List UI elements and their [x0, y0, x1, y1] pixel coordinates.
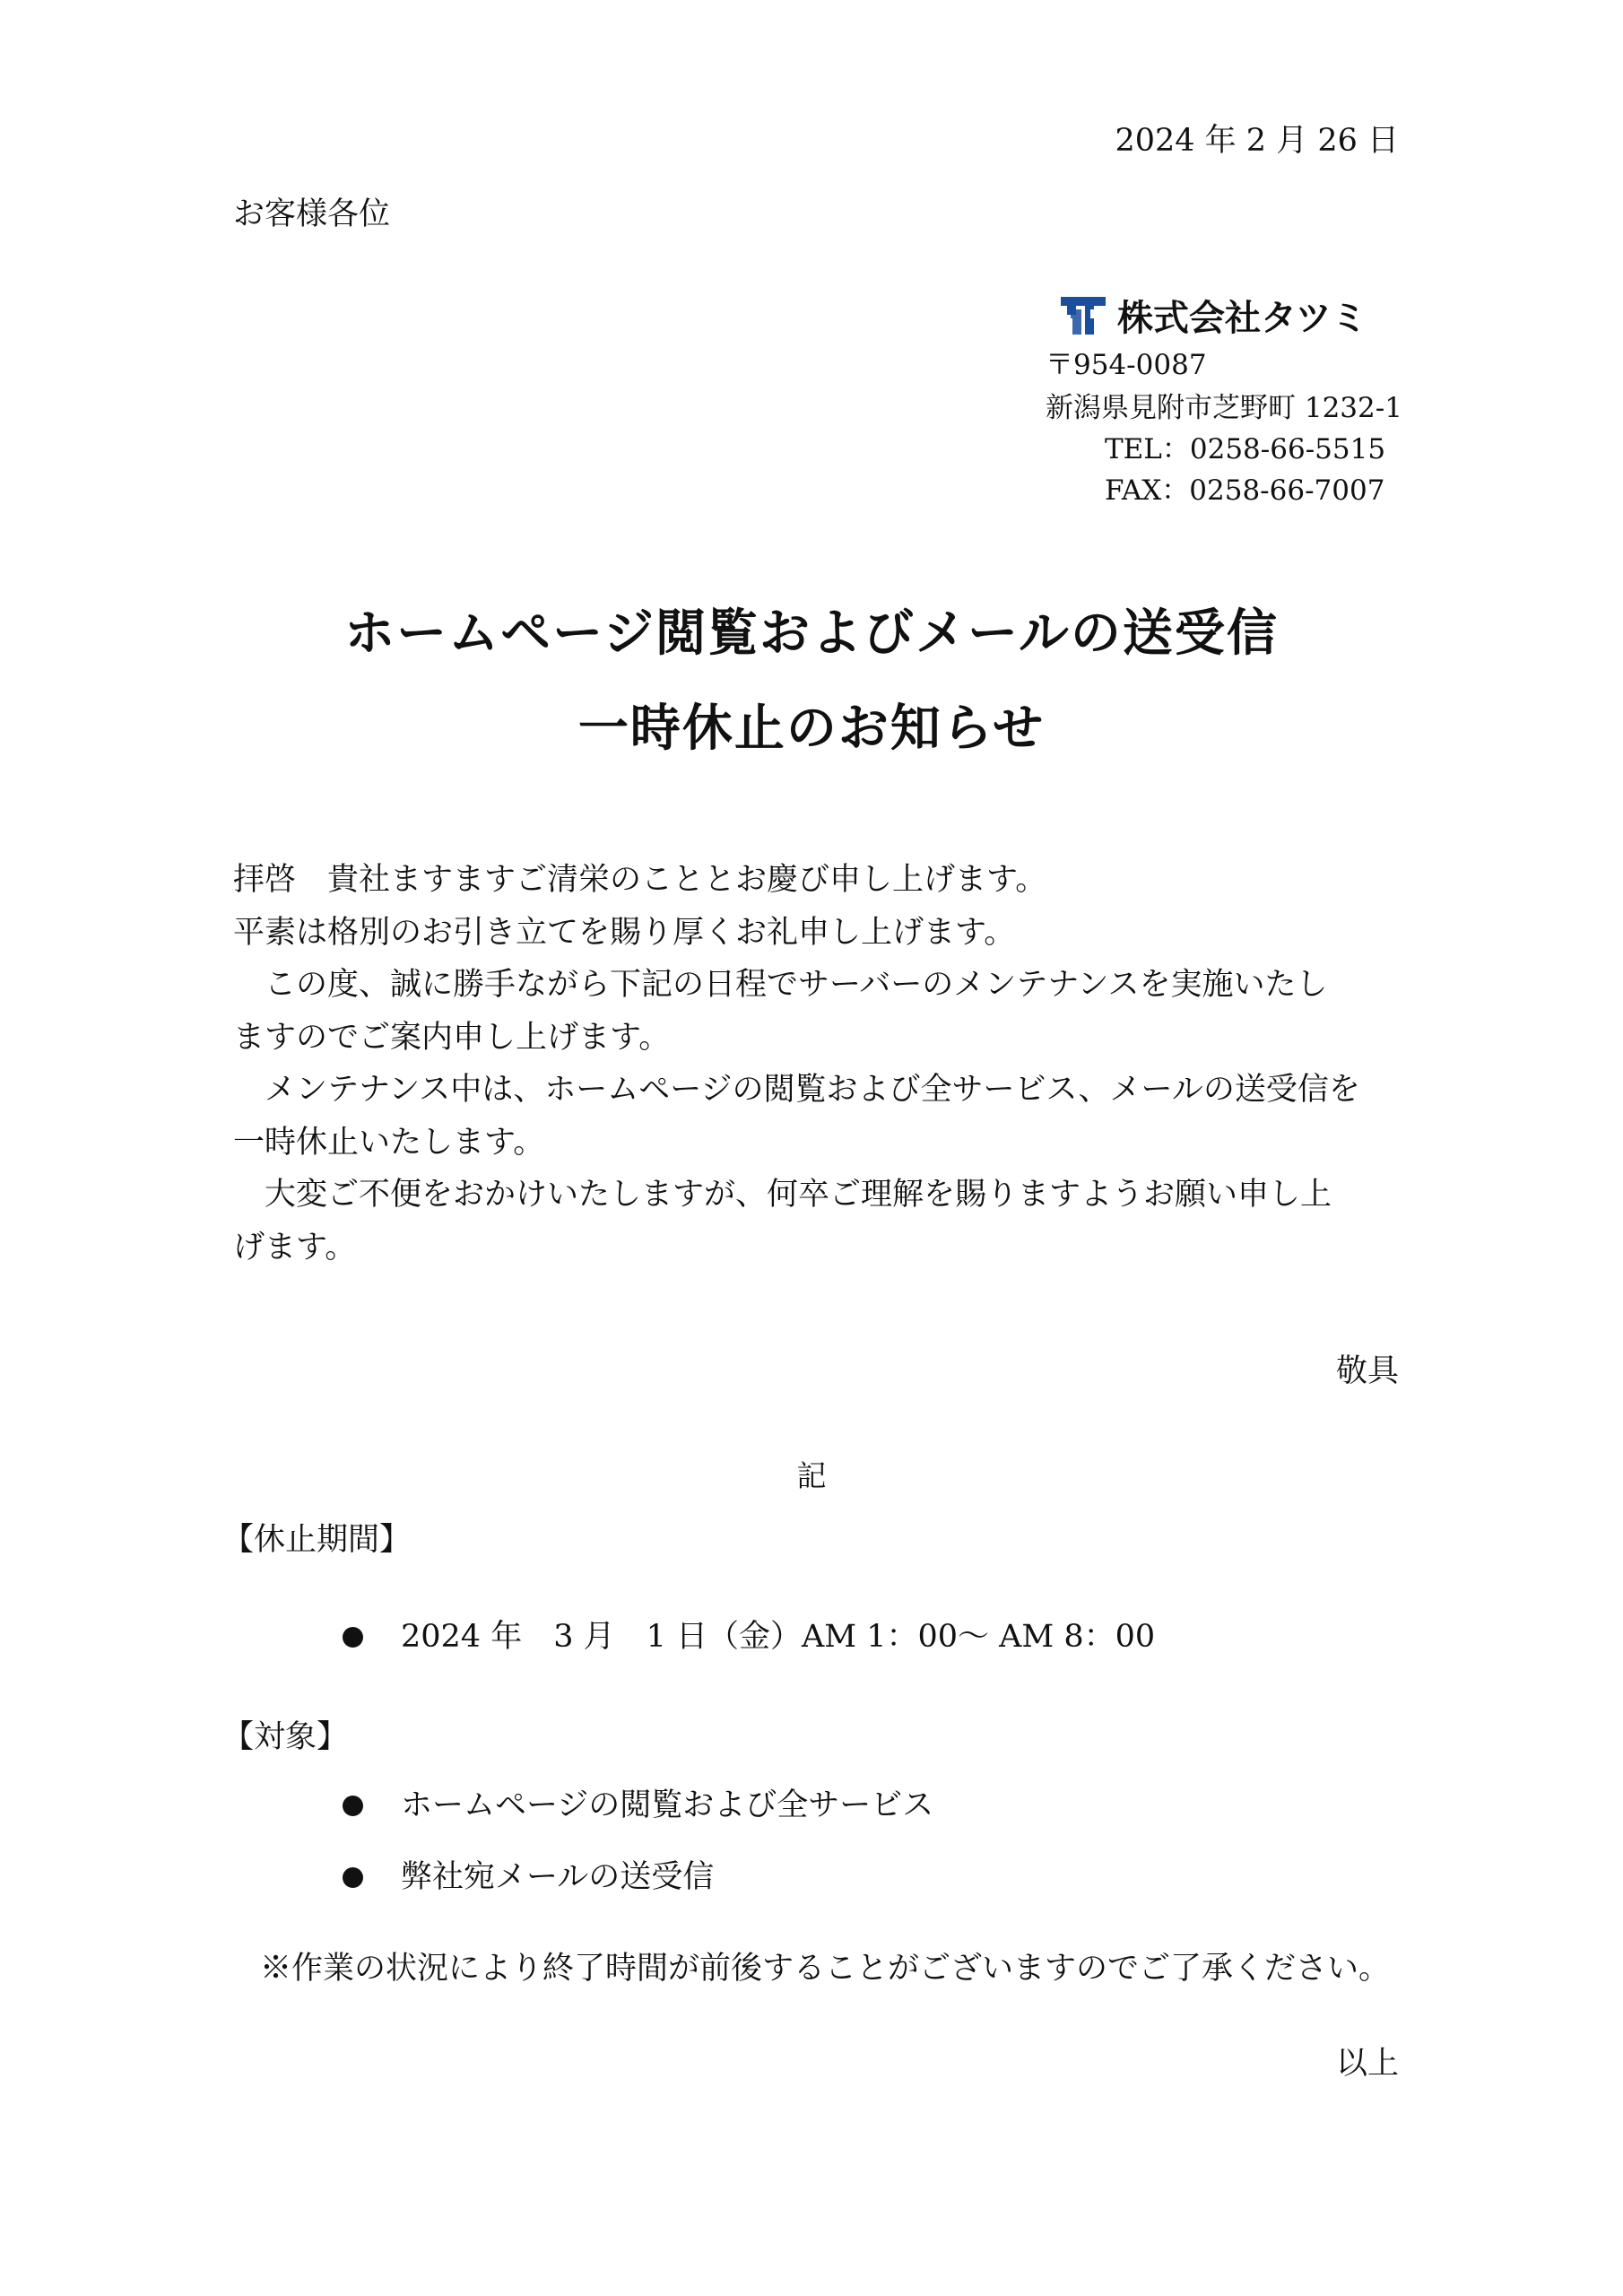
body-line: 平素は格別のお引き立てを賜り厚くお礼申し上げます。 [233, 914, 1016, 951]
body-line: 大変ご不便をおかけいたしますが、何卒ご理解を賜りますようお願い申し上 [233, 1177, 1332, 1213]
bullet-icon [343, 1867, 363, 1888]
end-mark: 以上 [1335, 2046, 1399, 2082]
target-item [343, 1787, 934, 1823]
body-line: ますのでご案内申し上げます。 [233, 1019, 671, 1056]
bullet-icon [343, 1627, 363, 1648]
body-line: 拝啓 貴社ますますご清栄のこととお慶び申し上げます。 [233, 862, 1047, 898]
company-name: 株式会社タツミ [1117, 298, 1367, 339]
recipient: お客様各位 [233, 196, 391, 232]
body-line: 一時休止いたします。 [233, 1124, 545, 1161]
company-address: 新潟県見附市芝野町 1232-1 [1046, 392, 1402, 424]
target-item [343, 1859, 715, 1895]
period-label: 【休止期間】 [222, 1522, 412, 1558]
bullet-icon [343, 1796, 363, 1816]
note: ※作業の状況により終了時間が前後することがございますのでご了承ください。 [260, 1951, 1391, 1987]
details-heading: 記 [796, 1458, 827, 1493]
body-line: げます。 [233, 1229, 357, 1265]
period-item [343, 1619, 1156, 1655]
target-text: 弊社宛メールの送受信 [401, 1859, 715, 1895]
company-tel: TEL：0258-66-5515 [1105, 433, 1386, 465]
company-postal-code: 〒954-0087 [1046, 349, 1207, 381]
notice-title-line-2: 一時休止のお知らせ [577, 699, 1046, 758]
target-label: 【対象】 [222, 1719, 349, 1755]
notice-title-line-1: ホームページ閲覧およびメールの送受信 [344, 604, 1279, 663]
company-logo [1058, 290, 1367, 341]
closing-keigu: 敬具 [1335, 1353, 1399, 1389]
company-fax: FAX：0258-66-7007 [1105, 474, 1385, 507]
notice-body [233, 854, 1397, 1274]
tatsumi-t-logo-icon [1058, 293, 1108, 338]
body-line: メンテナンス中は、ホームページの閲覧および全サービス、メールの送受信を [233, 1072, 1360, 1108]
document-date: 2024 年 2 月 26 日 [1115, 123, 1399, 159]
body-line: この度、誠に勝手ながら下記の日程でサーバーのメンテナンスを実施いたし [233, 967, 1328, 1003]
period-text: 2024 年 3 月 1 日（金）AM 1：00～ AM 8：00 [401, 1619, 1156, 1655]
target-text: ホームページの閲覧および全サービス [401, 1787, 934, 1823]
